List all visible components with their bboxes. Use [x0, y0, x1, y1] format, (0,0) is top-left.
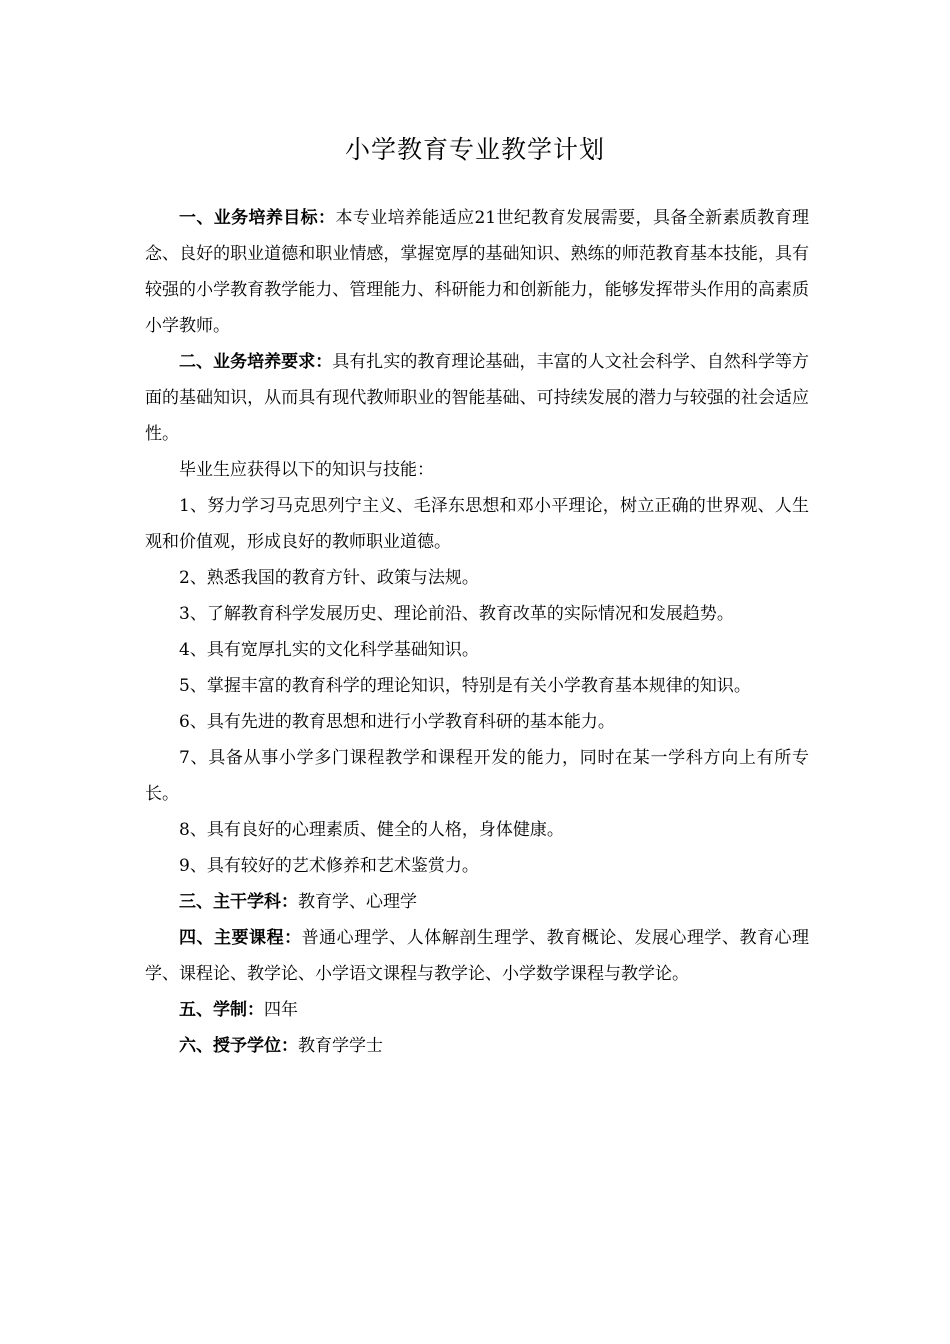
- skills-intro: 毕业生应获得以下的知识与技能：: [179, 460, 434, 480]
- section-text: 普通心理学、人体解剖生理学、教育概论、发展心理学、教育心理学、课程论、教学论、小学语文课程与教学论、小学数学课程与教学论。: [145, 928, 810, 984]
- skill-item: 3、了解教育科学发展历史、理论前沿、教育改革的实际情况和发展趋势。: [179, 604, 734, 624]
- skill-item: 9、具有较好的艺术修养和艺术鉴赏力。: [179, 856, 479, 876]
- section-heading: 四、主要课程：: [179, 928, 302, 948]
- skill-item: 6、具有先进的教育思想和进行小学教育科研的基本能力。: [179, 712, 615, 732]
- section-main-courses: [145, 920, 809, 992]
- document-body: [145, 200, 809, 1064]
- section-duration: [145, 992, 809, 1028]
- skill-item: 4、具有宽厚扎实的文化科学基础知识。: [179, 640, 479, 660]
- section-heading: 五、学制：: [179, 1000, 264, 1020]
- skill-item: 1、努力学习马克思列宁主义、毛泽东思想和邓小平理论，树立正确的世界观、人生观和价值观，形成良好的教师职业道德。: [145, 496, 809, 552]
- skill-item: 7、具备从事小学多门课程教学和课程开发的能力，同时在某一学科方向上有所专长。: [145, 748, 809, 804]
- skill-item: 5、掌握丰富的教育科学的理论知识，特别是有关小学教育基本规律的知识。: [179, 676, 751, 696]
- section-text: 具有扎实的教育理论基础，丰富的人文社会科学、自然科学等方面的基础知识，从而具有现代教师职业的智能基础、可持续发展的潜力与较强的社会适应性。: [145, 352, 809, 444]
- section-degree: [145, 1028, 809, 1064]
- skill-item: 8、具有良好的心理素质、健全的人格，身体健康。: [179, 820, 564, 840]
- section-heading: 二、业务培养要求：: [179, 352, 333, 372]
- document-title: 小学教育专业教学计划: [344, 135, 605, 164]
- section-text: 本专业培养能适应21世纪教育发展需要，具备全新素质教育理念、良好的职业道德和职业情感，掌握宽厚的基础知识、熟练的师范教育基本技能，具有较强的小学教育教学能力、管理能力、科研能力和创新能力，能够发挥带头作用的高素质小学教师。: [145, 208, 809, 336]
- section-training-goal: [145, 200, 809, 344]
- section-training-requirements: [145, 344, 809, 452]
- section-heading: 六、授予学位：: [179, 1036, 298, 1056]
- section-text: 四年: [264, 1000, 298, 1020]
- section-main-disciplines: [145, 884, 809, 920]
- section-text: 教育学学士: [298, 1036, 383, 1056]
- skill-item: 2、熟悉我国的教育方针、政策与法规。: [179, 568, 479, 588]
- section-text: 教育学、心理学: [298, 892, 417, 912]
- section-heading: 一、业务培养目标：: [179, 208, 336, 228]
- section-heading: 三、主干学科：: [179, 892, 298, 912]
